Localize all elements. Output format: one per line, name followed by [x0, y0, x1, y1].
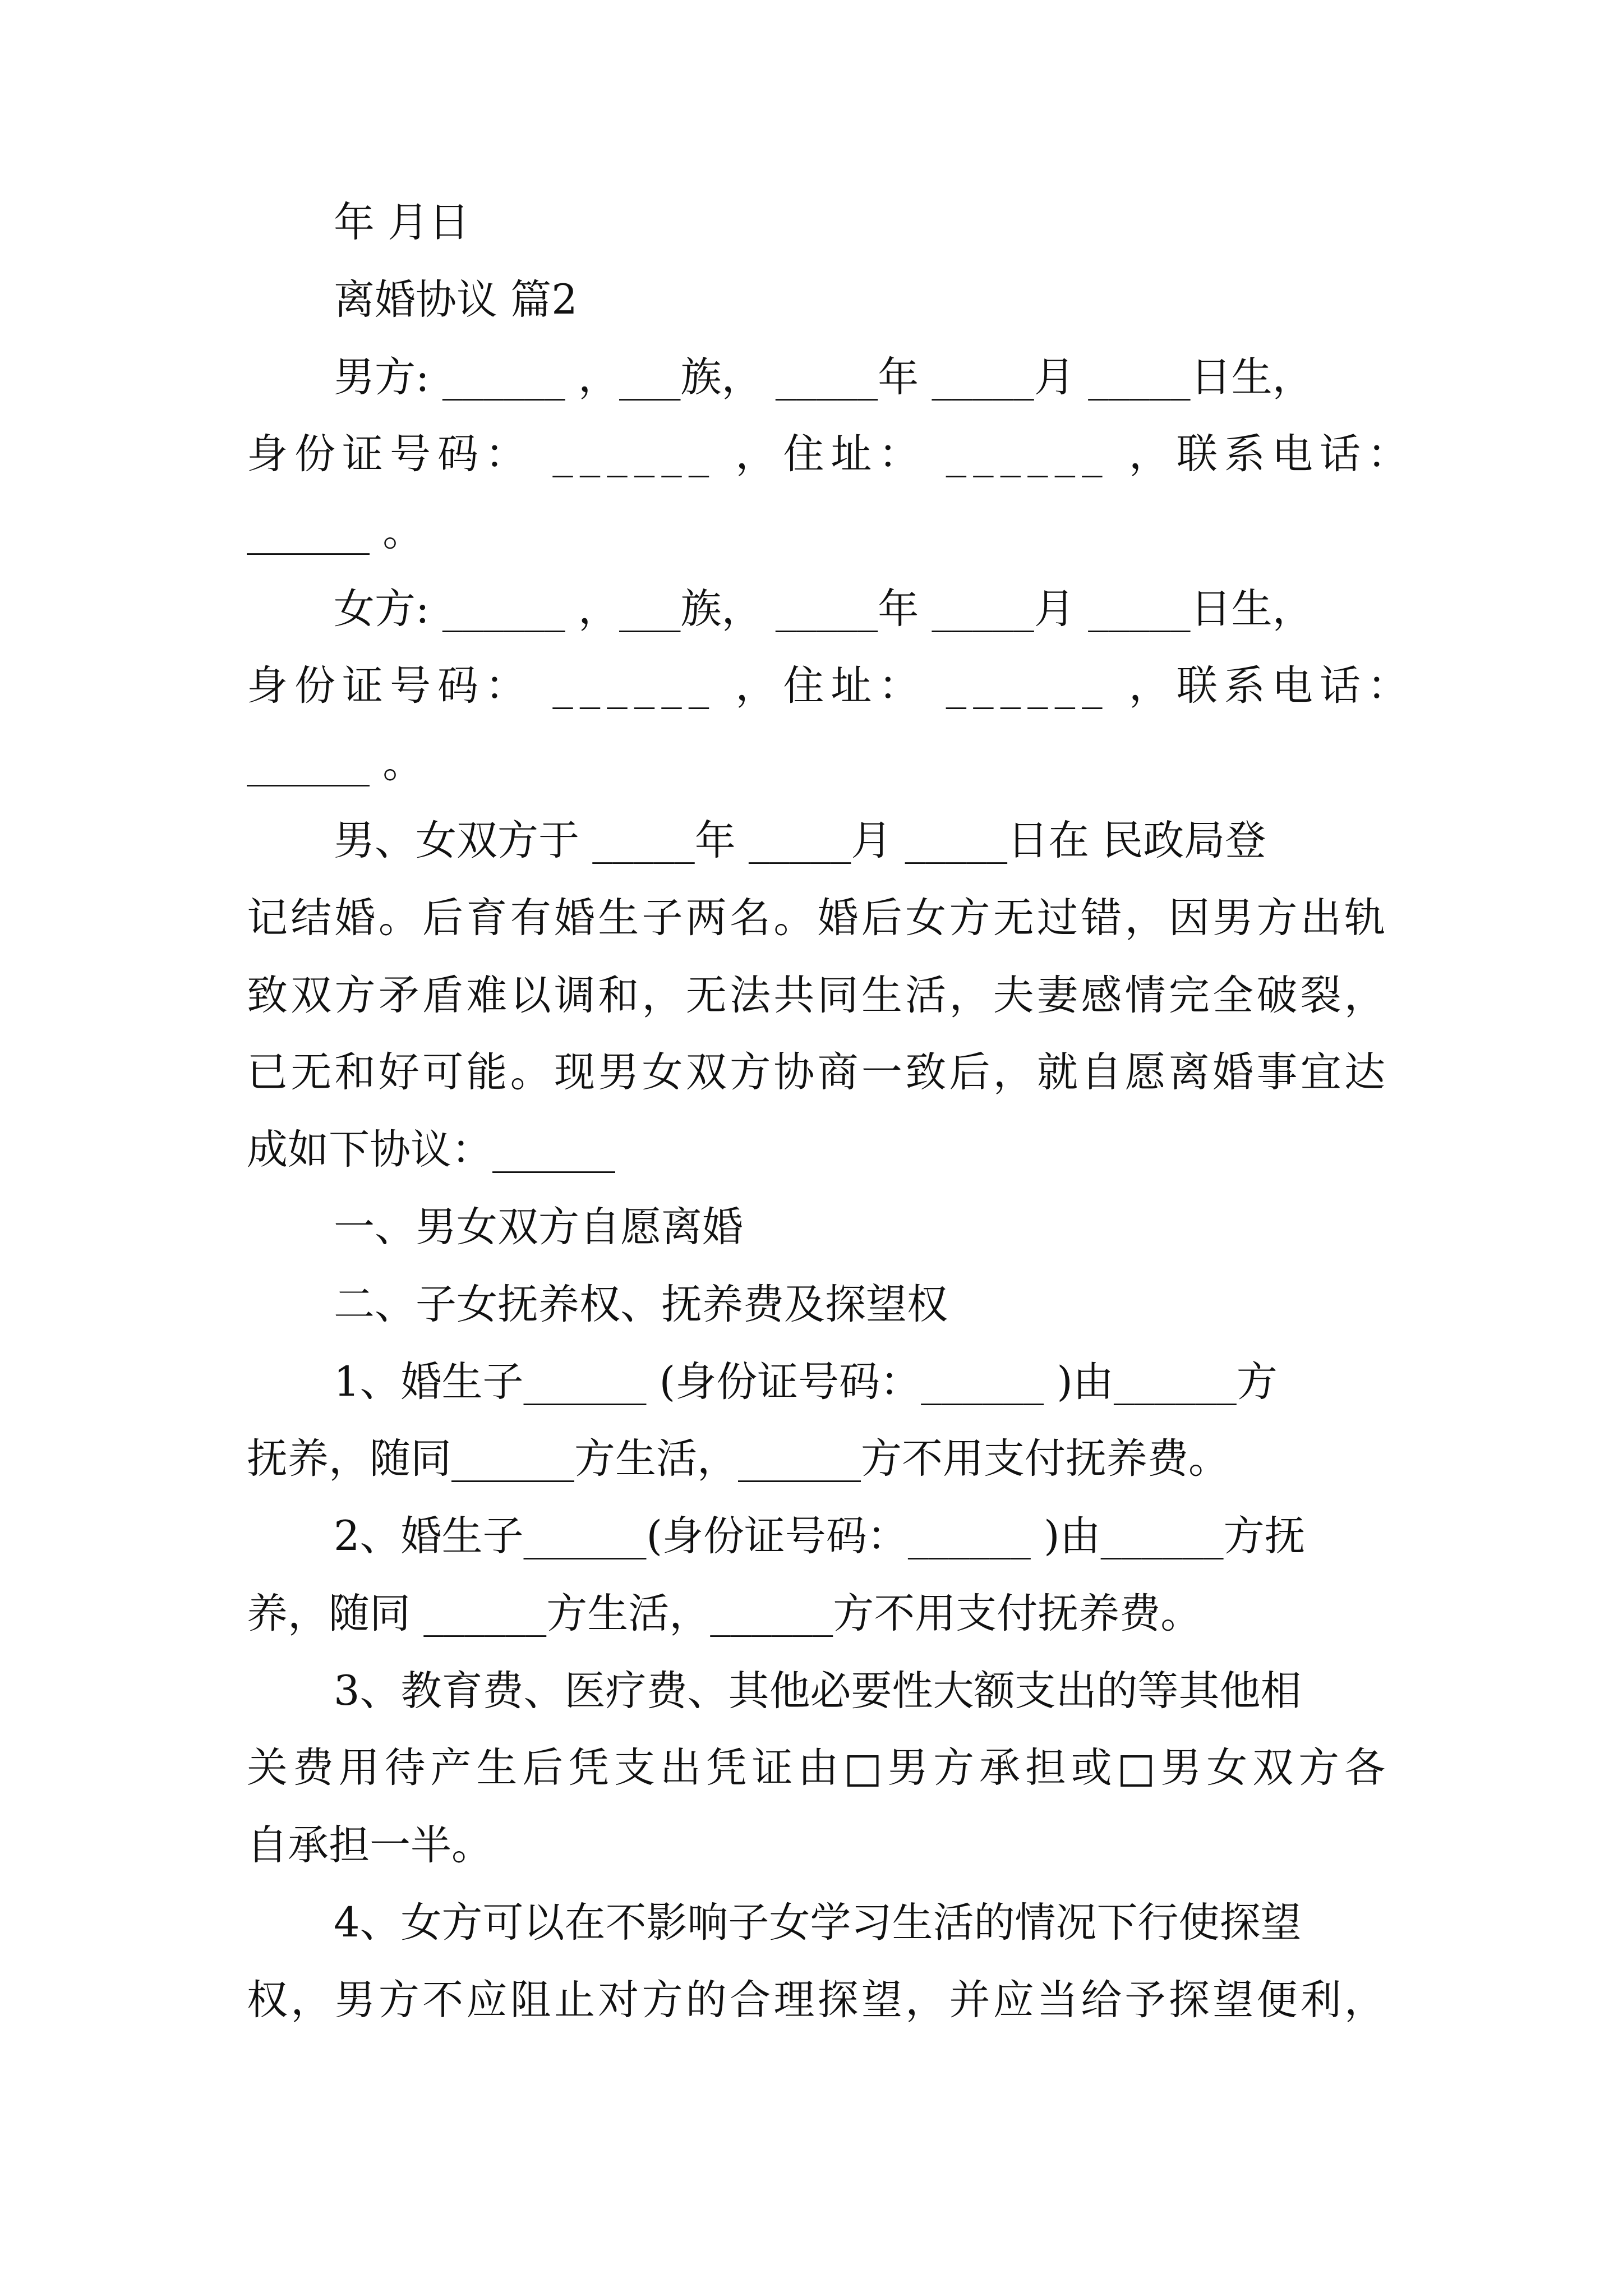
date-line: 年 月日 [334, 199, 470, 246]
item-3-line-2: 关费用待产生后凭支出凭证由□男方承担或□男女双方各 [247, 1744, 1385, 1792]
male-party-line-3: ______ 。 [247, 508, 424, 555]
clause-1-heading: 一、男女双方自愿离婚 [334, 1203, 743, 1251]
item-1-line-2: 抚养，随同______方生活，______方不用支付抚养费。 [247, 1435, 1229, 1483]
item-2-line-1: 2、婚生子______(身份证号码：______ )由______方抚 [334, 1512, 1306, 1560]
item-2-line-2: 养，随同 ______方生活，______方不用支付抚养费。 [247, 1590, 1202, 1637]
female-party-line-1: 女方: ______ ，___族， _____年 _____月 _____日生， [334, 585, 1313, 633]
section-title: 离婚协议 篇2 [334, 276, 578, 324]
item-3-line-1: 3、教育费、医疗费、其他必要性大额支出的等其他相 [334, 1667, 1302, 1715]
marriage-paragraph-line-2: 记结婚。后育有婚生子两名。婚后女方无过错，因男方出轨 [247, 894, 1385, 942]
clause-2-heading: 二、子女抚养权、抚养费及探望权 [334, 1281, 948, 1328]
item-3-line-3: 自承担一半。 [247, 1821, 492, 1869]
marriage-paragraph-line-4: 已无和好可能。现男女双方协商一致后，就自愿离婚事宜达 [247, 1048, 1385, 1096]
item-1-line-1: 1、婚生子______ (身份证号码：______ )由______方 [334, 1358, 1278, 1406]
marriage-paragraph-line-3: 致双方矛盾难以调和，无法共同生活，夫妻感情完全破裂， [247, 972, 1385, 1019]
male-party-line-1: 男方: ______ ，___族， _____年 _____月 _____日生， [334, 353, 1313, 401]
female-party-line-3: ______ 。 [247, 739, 424, 787]
item-4-line-1: 4、女方可以在不影响子女学习生活的情况下行使探望 [334, 1899, 1302, 1947]
item-4-line-2: 权，男方不应阻止对方的合理探望，并应当给予探望便利， [247, 1976, 1385, 2024]
female-party-line-2: 身份证号码： ______ ，住址： ______ ，联系电话： [247, 662, 1415, 710]
marriage-paragraph-line-1: 男、女双方于 _____年 _____月 _____日在 民政局登 [334, 817, 1266, 864]
marriage-paragraph-line-5: 成如下协议：______ [247, 1126, 615, 1174]
male-party-line-2: 身份证号码： ______ ，住址： ______ ，联系电话： [247, 430, 1415, 478]
